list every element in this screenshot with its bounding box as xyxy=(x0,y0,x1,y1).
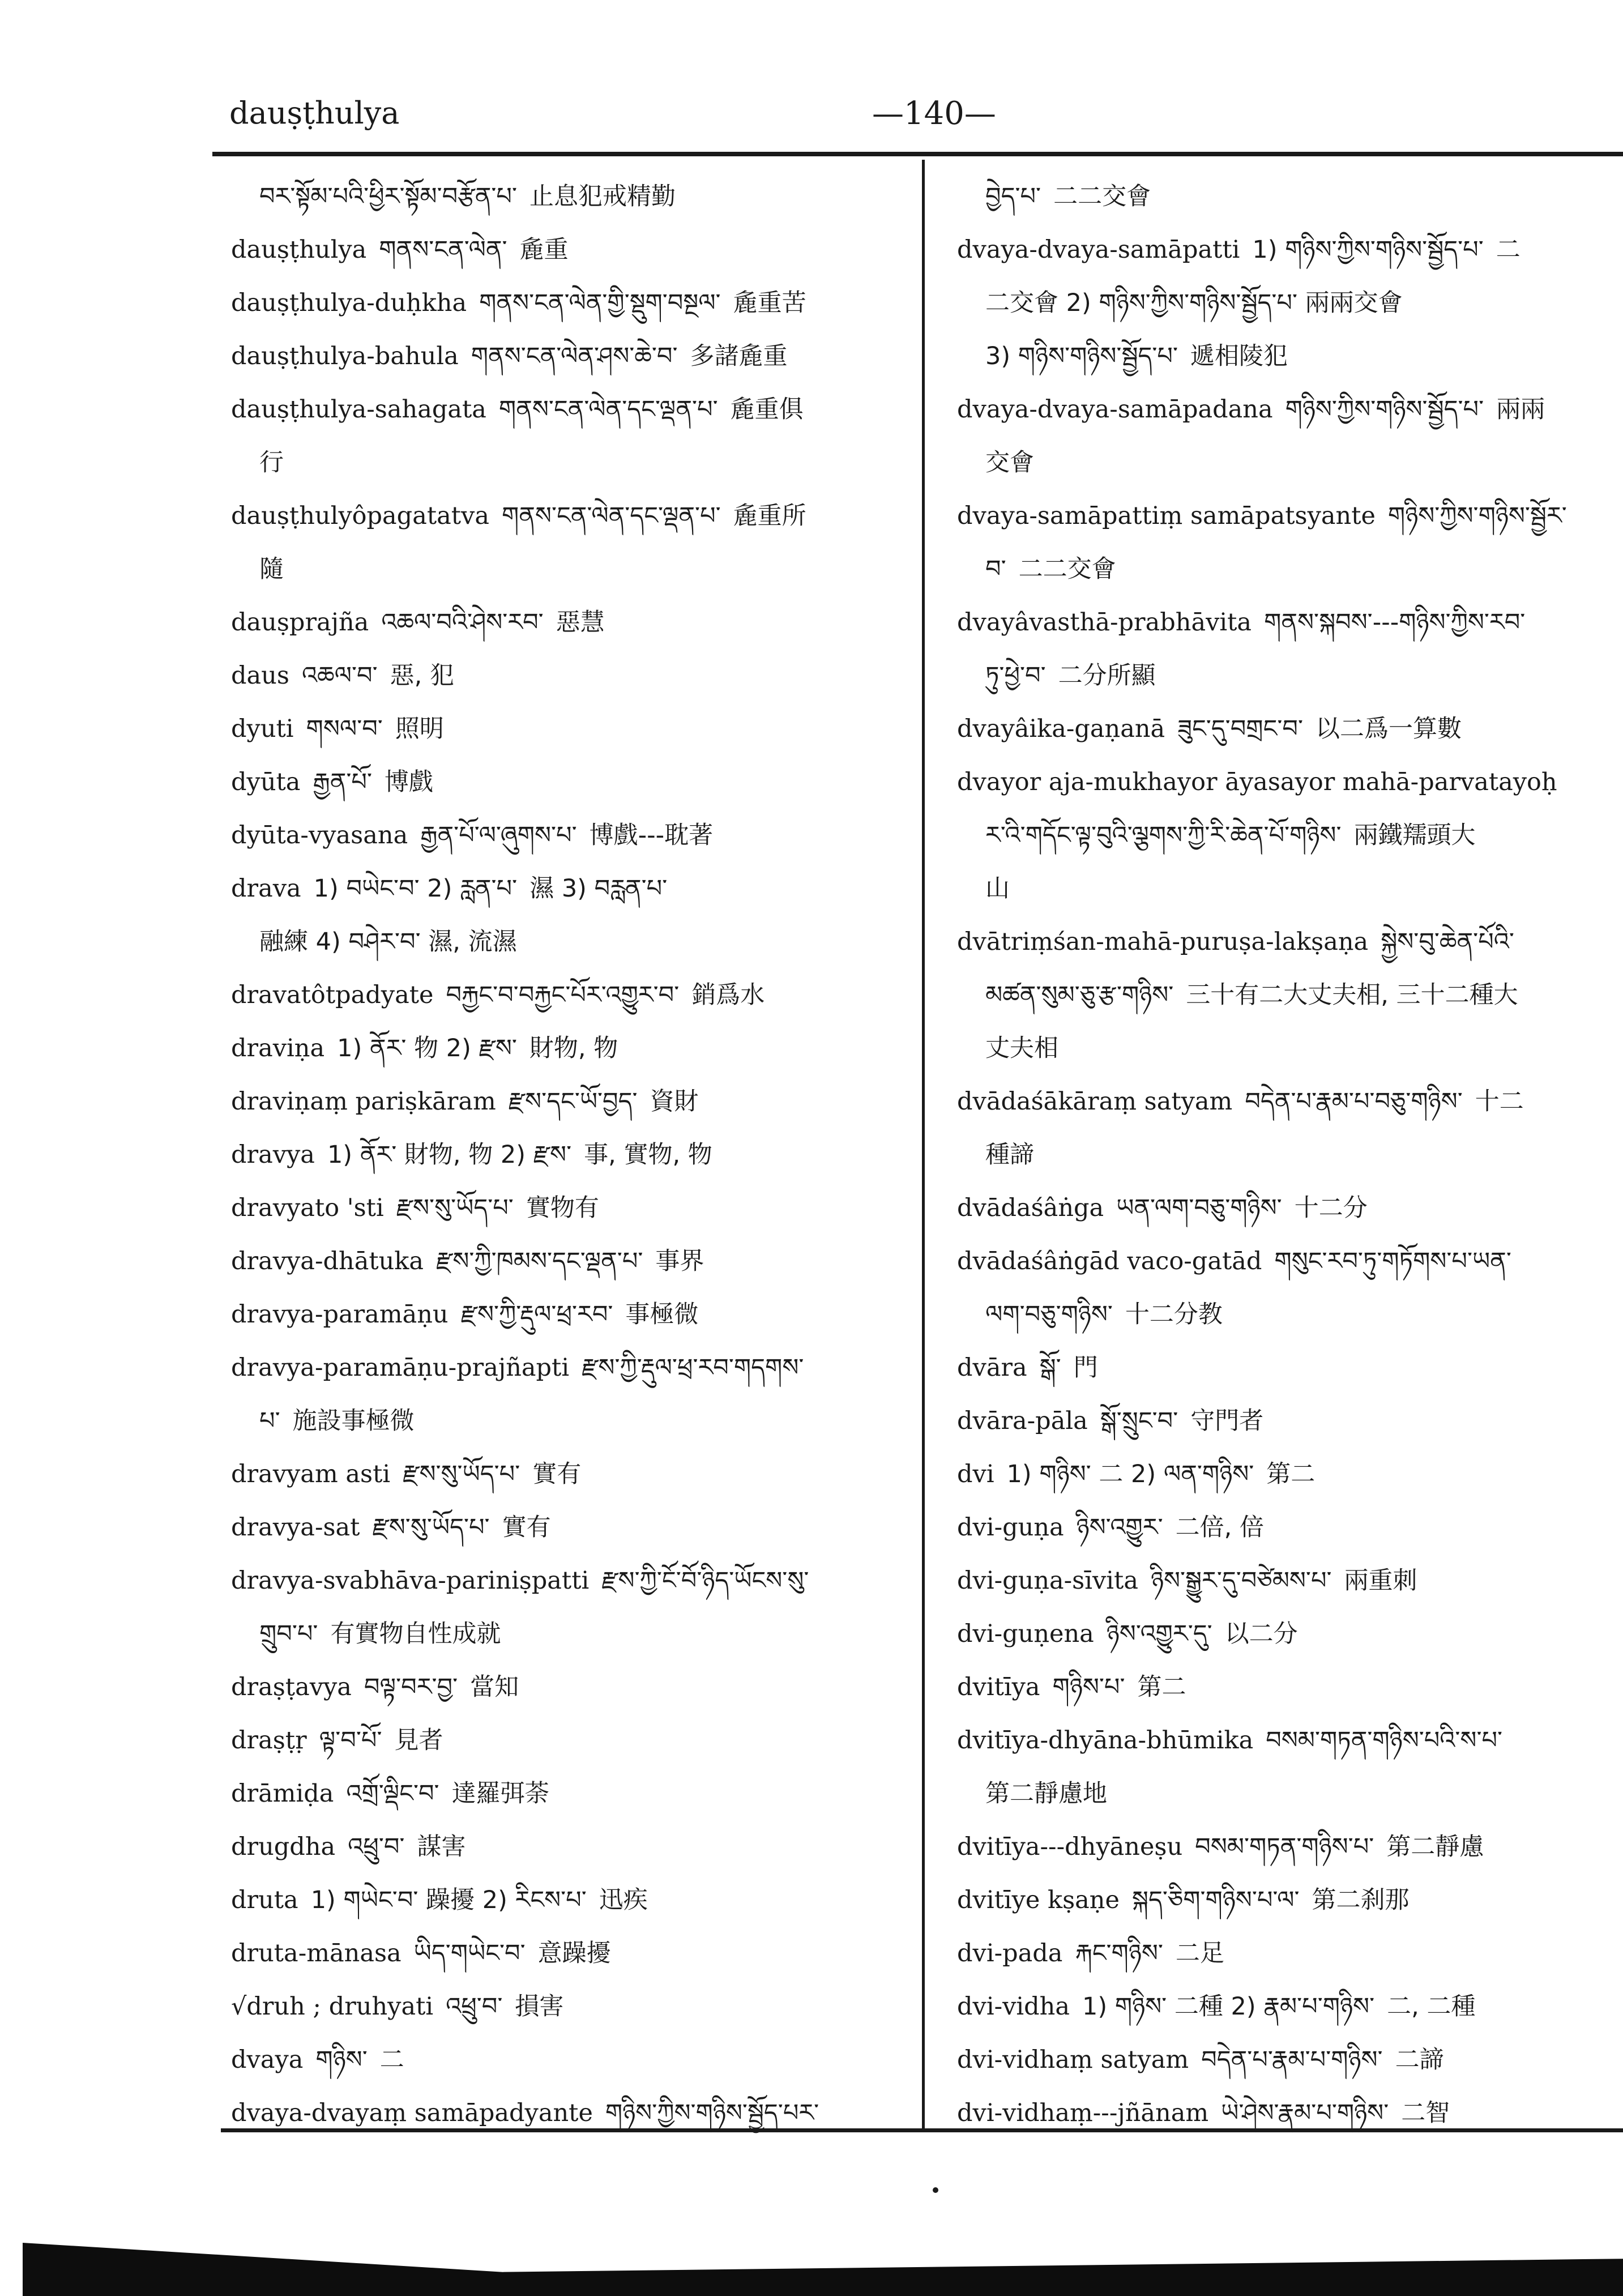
tibetan-equivalent: བ་ xyxy=(985,555,1006,583)
left-column xyxy=(231,170,916,2140)
dictionary-entry xyxy=(957,1075,1623,1128)
dictionary-entry xyxy=(957,1448,1623,1501)
headword: dvaya-dvaya-samāpatti xyxy=(957,236,1240,264)
chinese-equivalent: 第二 xyxy=(1266,1460,1316,1488)
tibetan-equivalent: བདེན་པ་རྣམ་པ་བཅུ་གཉིས་ xyxy=(1245,1087,1463,1116)
chinese-equivalent: 第二靜慮 xyxy=(1386,1833,1484,1861)
page-number: —140— xyxy=(872,95,996,132)
chinese-equivalent: 隨 xyxy=(259,555,284,583)
chinese-equivalent: 二智 xyxy=(1401,2099,1450,2127)
headword: dvādaśākāraṃ satyam xyxy=(957,1087,1233,1116)
chinese-equivalent: 麁重俱 xyxy=(730,395,804,424)
headword: dvi-vidhaṃ satyam xyxy=(957,2046,1189,2074)
dictionary-entry xyxy=(957,1927,1623,1980)
dictionary-entry xyxy=(231,330,916,383)
dictionary-entry xyxy=(957,2033,1623,2086)
tibetan-equivalent: མཚན་སུམ་ཅུ་རྩ་གཉིས་ xyxy=(985,981,1174,1009)
tibetan-equivalent: བར་སྟོམ་པའི་ཕྱིར་སྟོམ་བརྩོན་པ་ xyxy=(259,182,518,211)
chinese-equivalent: 十二分 xyxy=(1294,1194,1368,1222)
tibetan-equivalent: ར་འི་གདོང་ལྟ་བུའི་ལྕགས་ཀྱི་རི་ཆེན་པོ་གཉིས་ xyxy=(985,821,1342,850)
entry-continuation xyxy=(957,436,1623,489)
headword: dauṣprajña xyxy=(231,608,369,637)
dictionary-entry xyxy=(957,1873,1623,1927)
headword: druta xyxy=(231,1886,298,1914)
dictionary-entry xyxy=(231,1820,916,1873)
headword: dauṣṭhulyôpagatatva xyxy=(231,502,489,530)
dictionary-entry xyxy=(231,1873,916,1927)
chinese-equivalent: 多諸麁重 xyxy=(690,342,788,370)
tibetan-equivalent: གནས་ངན་ལེན་གྱི་སྡུག་བསྔལ་ xyxy=(479,289,721,317)
chinese-equivalent: 二, 二種 xyxy=(1387,1992,1476,2021)
headword: drāmiḍa xyxy=(231,1779,334,1808)
entry-continuation xyxy=(957,170,1623,223)
tibetan-equivalent: 1) ནོར་ 物 2) རྫས་ xyxy=(337,1034,517,1062)
chinese-equivalent: 施設事極微 xyxy=(292,1407,415,1435)
tibetan-equivalent: ཡན་ལག་བཅུ་གཉིས་ xyxy=(1116,1194,1282,1222)
entry-continuation xyxy=(957,543,1623,596)
entry-continuation xyxy=(957,1128,1623,1181)
dictionary-entry xyxy=(231,1022,916,1075)
entry-continuation xyxy=(957,649,1623,702)
dictionary-entry xyxy=(957,1181,1623,1235)
dictionary-entry xyxy=(231,702,916,756)
headword: dravya-sat xyxy=(231,1513,360,1542)
tibetan-equivalent: ལྟ་བ་པོ་ xyxy=(319,1726,382,1755)
dictionary-entry xyxy=(231,1235,916,1288)
headword: dvayâika-gaṇanā xyxy=(957,715,1165,743)
tibetan-equivalent: རྫས་དང་ཡོ་བྱད་ xyxy=(508,1087,638,1116)
headword: dyūta xyxy=(231,768,301,796)
tibetan-equivalent: 1) བཡེང་བ་ 2) རླན་པ་ xyxy=(313,874,518,903)
chinese-equivalent: 二二交會 xyxy=(1018,555,1116,583)
entry-continuation xyxy=(957,276,1623,330)
chinese-equivalent: 意躁擾 xyxy=(537,1939,611,1968)
headword: dravya-paramāṇu-prajñapti xyxy=(231,1354,570,1382)
chinese-equivalent: 十二 xyxy=(1475,1087,1524,1116)
tibetan-equivalent: གསུང་རབ་ཏུ་གཏོགས་པ་ཡན་ xyxy=(1274,1247,1511,1275)
tibetan-equivalent: ཡིད་གཡེང་བ་ xyxy=(413,1939,526,1968)
dictionary-entry xyxy=(957,1235,1623,1288)
chinese-equivalent: 實有 xyxy=(502,1513,551,1542)
tibetan-equivalent: གནས་ངན་ལེན་ཤས་ཆེ་བ་ xyxy=(471,342,678,370)
headword: dvi xyxy=(957,1460,994,1488)
headword: dvi-vidhaṃ---jñānam xyxy=(957,2099,1209,2127)
dictionary-entry xyxy=(231,809,916,862)
tibetan-equivalent: སྐད་ཅིག་གཉིས་པ་ལ་ xyxy=(1131,1886,1300,1914)
dictionary-entry xyxy=(231,649,916,702)
headword: dravya-paramāṇu xyxy=(231,1300,449,1329)
tibetan-equivalent: གནས་སྐབས་---གཉིས་ཀྱིས་རབ་ xyxy=(1264,608,1526,637)
top-rule xyxy=(212,152,1623,156)
chinese-equivalent: 二倍, 倍 xyxy=(1175,1513,1264,1542)
dictionary-entry xyxy=(231,596,916,649)
tibetan-equivalent: ཡེ་ཤེས་རྣམ་པ་གཉིས་ xyxy=(1221,2099,1389,2127)
chinese-equivalent: 第二刹那 xyxy=(1312,1886,1410,1914)
entry-continuation xyxy=(957,968,1623,1022)
tibetan-equivalent: གཉིས་ཀྱིས་གཉིས་སྦྱོར་ xyxy=(1387,502,1567,530)
headword: drugdha xyxy=(231,1833,336,1861)
headword: dvitīye kṣaṇe xyxy=(957,1886,1120,1914)
entry-continuation xyxy=(231,543,916,596)
chinese-equivalent: 行 xyxy=(259,449,284,477)
dictionary-entry xyxy=(231,1927,916,1980)
tibetan-equivalent: རྒྱན་པོ་ལ་ཞུགས་པ་ xyxy=(420,821,577,850)
dictionary-entry xyxy=(231,1288,916,1341)
tibetan-equivalent: 1) གཡེང་བ་ 躁擾 2) རིངས་པ་ xyxy=(310,1886,587,1914)
tibetan-equivalent: རྫས་སུ་ཡོད་པ་ xyxy=(396,1194,514,1222)
tibetan-equivalent: རྐང་གཉིས་ xyxy=(1075,1939,1163,1968)
dictionary-entry xyxy=(957,1554,1623,1607)
chinese-equivalent: 二二交會 xyxy=(1053,182,1151,211)
chinese-equivalent: 以二爲一算數 xyxy=(1315,715,1462,743)
dictionary-entry xyxy=(957,1501,1623,1554)
tibetan-equivalent: པ་ xyxy=(259,1407,280,1435)
headword: dvātriṃśan-mahā-puruṣa-lakṣaṇa xyxy=(957,928,1369,956)
headword: dauṣṭhulya xyxy=(231,236,367,264)
dictionary-entry xyxy=(231,2033,916,2086)
headword: dvi-guṇena xyxy=(957,1620,1094,1648)
tibetan-equivalent: རྫས་སུ་ཡོད་པ་ xyxy=(403,1460,520,1488)
tibetan-equivalent: 1) གཉིས་ 二 2) ལན་གཉིས་ xyxy=(1006,1460,1254,1488)
headword: draṣṭṛ xyxy=(231,1726,307,1755)
dictionary-entry xyxy=(231,223,916,276)
headword: dvi-guṇa xyxy=(957,1513,1064,1542)
headword: dauṣṭhulya-duḥkha xyxy=(231,289,467,317)
headword: dvāra xyxy=(957,1354,1027,1382)
tibetan-equivalent: གཉིས་ཀྱིས་གཉིས་སྦྱོད་པར་ xyxy=(605,2099,819,2127)
tibetan-equivalent: གནས་ངན་ལེན་དང་ལྡན་པ་ xyxy=(501,502,721,530)
chinese-equivalent: 十二分教 xyxy=(1125,1300,1223,1329)
chinese-equivalent: 有實物自性成就 xyxy=(330,1620,501,1648)
chinese-equivalent: 第二靜慮地 xyxy=(985,1779,1107,1808)
tibetan-equivalent: རྫས་ཀྱི་ཁམས་དང་ལྡན་པ་ xyxy=(436,1247,643,1275)
chinese-equivalent: 博戲 xyxy=(385,768,434,796)
dictionary-entry xyxy=(231,489,916,543)
chinese-equivalent: 惡, 犯 xyxy=(390,662,454,690)
headword: dvādaśâṅga xyxy=(957,1194,1104,1222)
tibetan-equivalent: གསལ་བ་ xyxy=(306,715,383,743)
tibetan-equivalent: ལག་བཅུ་གཉིས་ xyxy=(985,1300,1113,1329)
chinese-equivalent: 門 xyxy=(1073,1354,1098,1382)
tibetan-equivalent: བསམ་གཏན་གཉིས་པའི་ས་པ་ xyxy=(1266,1726,1503,1755)
chinese-equivalent: 銷爲水 xyxy=(691,981,765,1009)
entry-continuation xyxy=(231,1607,916,1661)
headword: dravya-dhātuka xyxy=(231,1247,424,1275)
chinese-equivalent: 事界 xyxy=(655,1247,704,1275)
tibetan-equivalent: ཟུང་དུ་བགྲང་བ་ xyxy=(1177,715,1303,743)
entry-continuation xyxy=(957,1022,1623,1075)
tibetan-equivalent: ཏུ་ཕྱེ་བ་ xyxy=(985,662,1046,690)
dictionary-entry xyxy=(231,1075,916,1128)
chinese-equivalent: 三十有二大丈夫相, 三十二種大 xyxy=(1186,981,1518,1009)
dictionary-entry xyxy=(231,1980,916,2033)
tibetan-equivalent: སྐྱེས་བུ་ཆེན་པོའི་ xyxy=(1381,928,1514,956)
tibetan-equivalent: གནས་ངན་ལེན་ xyxy=(379,236,507,264)
dictionary-entry xyxy=(231,1661,916,1714)
entry-continuation xyxy=(957,862,1623,915)
tibetan-equivalent: ཉིས་འགྱུར་དུ་ xyxy=(1106,1620,1212,1648)
chinese-equivalent: 實物有 xyxy=(526,1194,599,1222)
dictionary-entry xyxy=(231,276,916,330)
chinese-equivalent: 財物, 物 xyxy=(529,1034,618,1062)
chinese-equivalent: 謀害 xyxy=(417,1833,466,1861)
chinese-equivalent: 達羅弭荼 xyxy=(451,1779,549,1808)
chinese-equivalent: 見者 xyxy=(394,1726,443,1755)
headword: √druh ; druhyati xyxy=(231,1992,434,2021)
tibetan-equivalent: རྫས་ཀྱི་རྡུལ་ཕྲ་རབ་གདགས་ xyxy=(582,1354,804,1382)
dictionary-entry xyxy=(957,1341,1623,1394)
chinese-equivalent: 丈夫相 xyxy=(985,1034,1058,1062)
dictionary-entry xyxy=(231,862,916,915)
chinese-equivalent: 止息犯戒精勤 xyxy=(529,182,676,211)
chinese-equivalent: 麁重苦 xyxy=(733,289,806,317)
tibetan-equivalent: བསམ་གཏན་གཉིས་པ་ xyxy=(1195,1833,1374,1861)
tibetan-equivalent: བརྐྱང་བ་བརྐྱང་པོར་འགྱུར་བ་ xyxy=(446,981,680,1009)
tibetan-equivalent: 1) གཉིས་ཀྱིས་གཉིས་སྦྱོད་པ་ xyxy=(1252,236,1484,264)
dictionary-entry xyxy=(231,1448,916,1501)
dictionary-entry xyxy=(231,1714,916,1767)
headword: druta-mānasa xyxy=(231,1939,402,1968)
dictionary-entry xyxy=(231,1501,916,1554)
headword: dvaya-dvaya-samāpadana xyxy=(957,395,1273,424)
chinese-equivalent: 以二分 xyxy=(1224,1620,1298,1648)
chinese-equivalent: 損害 xyxy=(515,1992,564,2021)
tibetan-equivalent: འཕྲུ་བ་ xyxy=(348,1833,405,1861)
chinese-equivalent: 麁重 xyxy=(519,236,569,264)
chinese-equivalent: 二足 xyxy=(1175,1939,1224,1968)
chinese-equivalent: 二 xyxy=(379,2046,404,2074)
headword: dyuti xyxy=(231,715,294,743)
tibetan-equivalent: གཉིས་པ་ xyxy=(1052,1673,1125,1701)
tibetan-equivalent: ཉིས་སྒྱུར་དུ་བཙེམས་པ་ xyxy=(1150,1567,1332,1595)
tibetan-equivalent: འཆལ་བའི་ཤེས་རབ་ xyxy=(381,608,544,637)
chinese-equivalent: 二交會 2) གཉིས་ཀྱིས་གཉིས་སྦྱོད་པ་ 兩兩交會 xyxy=(985,289,1403,317)
headword: dvaya-samāpattiṃ samāpatsyante xyxy=(957,502,1376,530)
headword: dravyam asti xyxy=(231,1460,391,1488)
dictionary-entry xyxy=(957,1714,1623,1767)
headword: dravatôtpadyate xyxy=(231,981,434,1009)
headword: dyūta-vyasana xyxy=(231,821,408,850)
headword: dauṣṭhulya-bahula xyxy=(231,342,459,370)
entry-continuation xyxy=(957,330,1623,383)
chinese-equivalent: 二諦 xyxy=(1395,2046,1444,2074)
headword: dravyato 'sti xyxy=(231,1194,384,1222)
headword: dvayor aja-mukhayor āyasayor mahā-parvatayoḥ xyxy=(957,768,1557,796)
chinese-equivalent: 交會 xyxy=(985,449,1034,477)
chinese-equivalent: 二分所顯 xyxy=(1058,662,1156,690)
dictionary-entry xyxy=(957,596,1623,649)
tibetan-equivalent: 1) གཉིས་ 二種 2) རྣམ་པ་གཉིས་ xyxy=(1082,1992,1375,2021)
dictionary-entry xyxy=(957,1394,1623,1448)
tibetan-equivalent: ཉིས་འགྱུར་ xyxy=(1076,1513,1163,1542)
headword: dvitīya---dhyāneṣu xyxy=(957,1833,1183,1861)
headword: dvayâvasthā-prabhāvita xyxy=(957,608,1252,637)
tibetan-equivalent: རྫས་ཀྱི་ངོ་བོ་ཉིད་ཡོངས་སུ་ xyxy=(601,1567,809,1595)
headword: dvāra-pāla xyxy=(957,1407,1088,1435)
entry-continuation xyxy=(231,170,916,223)
tibetan-equivalent: བདེན་པ་རྣམ་པ་གཉིས་ xyxy=(1201,2046,1383,2074)
chinese-equivalent: 第二 xyxy=(1137,1673,1186,1701)
chinese-equivalent: 惡慧 xyxy=(556,608,605,637)
chinese-equivalent: 迅疾 xyxy=(599,1886,648,1914)
tibetan-equivalent: འཆལ་བ་ xyxy=(301,662,378,690)
dictionary-entry xyxy=(231,383,916,436)
footer-dot xyxy=(933,2187,938,2193)
running-head: dauṣṭhulya xyxy=(229,95,400,131)
tibetan-equivalent: བལྟ་བར་བྱ་ xyxy=(364,1673,458,1701)
chinese-equivalent: 照明 xyxy=(395,715,444,743)
entry-continuation xyxy=(957,1288,1623,1341)
tibetan-equivalent: གནས་ངན་ལེན་དང་ལྡན་པ་ xyxy=(498,395,718,424)
headword: dvitīya xyxy=(957,1673,1040,1701)
headword: dvitīya-dhyāna-bhūmika xyxy=(957,1726,1254,1755)
chinese-equivalent: 麁重所 xyxy=(733,502,806,530)
dictionary-entry xyxy=(957,1607,1623,1661)
entry-continuation xyxy=(231,1394,916,1448)
dictionary-entry xyxy=(957,1980,1623,2033)
tibetan-equivalent: གྲུབ་པ་ xyxy=(259,1620,318,1648)
dictionary-entry xyxy=(231,1341,916,1394)
bottom-rule xyxy=(221,2128,1623,2132)
chinese-equivalent: 遞相陵犯 xyxy=(1190,342,1288,370)
dictionary-entry xyxy=(957,915,1623,968)
chinese-equivalent: 兩兩 xyxy=(1496,395,1545,424)
chinese-equivalent: 資財 xyxy=(650,1087,699,1116)
dictionary-entry xyxy=(957,1820,1623,1873)
chinese-equivalent: 事極微 xyxy=(625,1300,699,1329)
dictionary-entry xyxy=(957,223,1623,276)
dictionary-entry xyxy=(957,756,1623,809)
chinese-equivalent: 濕 3) བརླན་པ་ xyxy=(529,874,668,903)
headword: dauṣṭhulya-sahagata xyxy=(231,395,486,424)
headword: draṣṭavya xyxy=(231,1673,352,1701)
chinese-equivalent: 事, 實物, 物 xyxy=(584,1141,712,1169)
headword: dvaya xyxy=(231,2046,304,2074)
chinese-equivalent: 二 xyxy=(1496,236,1521,264)
headword: dvi-guṇa-sīvita xyxy=(957,1567,1138,1595)
chinese-equivalent: 當知 xyxy=(470,1673,519,1701)
tibetan-equivalent: སྒོ་ xyxy=(1039,1354,1061,1382)
tibetan-equivalent: འཕྲུ་བ་ xyxy=(446,1992,503,2021)
headword: dvi-pada xyxy=(957,1939,1063,1968)
dictionary-entry xyxy=(957,1661,1623,1714)
chinese-equivalent: 山 xyxy=(985,874,1010,903)
dictionary-entry xyxy=(231,1554,916,1607)
tibetan-equivalent: བྱེད་པ་ xyxy=(985,182,1041,211)
dictionary-entry xyxy=(231,1767,916,1820)
dictionary-entry xyxy=(231,1128,916,1181)
dictionary-entry xyxy=(231,968,916,1022)
entry-continuation xyxy=(231,436,916,489)
headword: drava xyxy=(231,874,301,903)
headword: draviṇa xyxy=(231,1034,325,1062)
headword: dvaya-dvayaṃ samāpadyante xyxy=(231,2099,593,2127)
right-column xyxy=(957,170,1623,2140)
headword: dvādaśâṅgād vaco-gatād xyxy=(957,1247,1262,1275)
headword: dravya-svabhāva-pariniṣpatti xyxy=(231,1567,590,1595)
entry-continuation xyxy=(957,809,1623,862)
scan-edge-band xyxy=(23,2243,1623,2296)
headword: dvi-vidha xyxy=(957,1992,1070,2021)
dictionary-entry xyxy=(231,1181,916,1235)
tibetan-equivalent: རྒྱན་པོ་ xyxy=(313,768,373,796)
tibetan-equivalent: འགྲོ་ལྡིང་བ་ xyxy=(346,1779,439,1808)
dictionary-entry xyxy=(957,383,1623,436)
tibetan-equivalent: 3) གཉིས་གཉིས་སྦྱོད་པ་ xyxy=(985,342,1178,370)
column-divider xyxy=(922,160,925,2128)
headword: dravya xyxy=(231,1141,315,1169)
entry-continuation xyxy=(231,915,916,968)
chinese-equivalent: 種諦 xyxy=(985,1141,1034,1169)
entry-continuation xyxy=(957,1767,1623,1820)
tibetan-equivalent: 1) ནོར་ 財物, 物 2) རྫས་ xyxy=(327,1141,572,1169)
chinese-equivalent: 實有 xyxy=(532,1460,582,1488)
tibetan-equivalent: རྫས་ཀྱི་རྡུལ་ཕྲ་རབ་ xyxy=(460,1300,613,1329)
headword: draviṇaṃ pariṣkāram xyxy=(231,1087,496,1116)
chinese-equivalent: 守門者 xyxy=(1190,1407,1264,1435)
headword: daus xyxy=(231,662,289,690)
tibetan-equivalent: རྫས་སུ་ཡོད་པ་ xyxy=(372,1513,490,1542)
chinese-equivalent: 兩重刺 xyxy=(1344,1567,1417,1595)
tibetan-equivalent: གཉིས་ xyxy=(315,2046,368,2074)
tibetan-equivalent: གཉིས་ཀྱིས་གཉིས་སྦྱོད་པ་ xyxy=(1285,395,1484,424)
dictionary-entry xyxy=(957,489,1623,543)
dictionary-entry xyxy=(957,702,1623,756)
chinese-equivalent: 融練 4) བཤེར་བ་ 濕, 流濕 xyxy=(259,928,517,956)
dictionary-entry xyxy=(231,756,916,809)
chinese-equivalent: 兩鐵羺頭大 xyxy=(1353,821,1476,850)
chinese-equivalent: 博戲---耽著 xyxy=(589,821,714,850)
tibetan-equivalent: སྒོ་སྲུང་བ་ xyxy=(1100,1407,1178,1435)
